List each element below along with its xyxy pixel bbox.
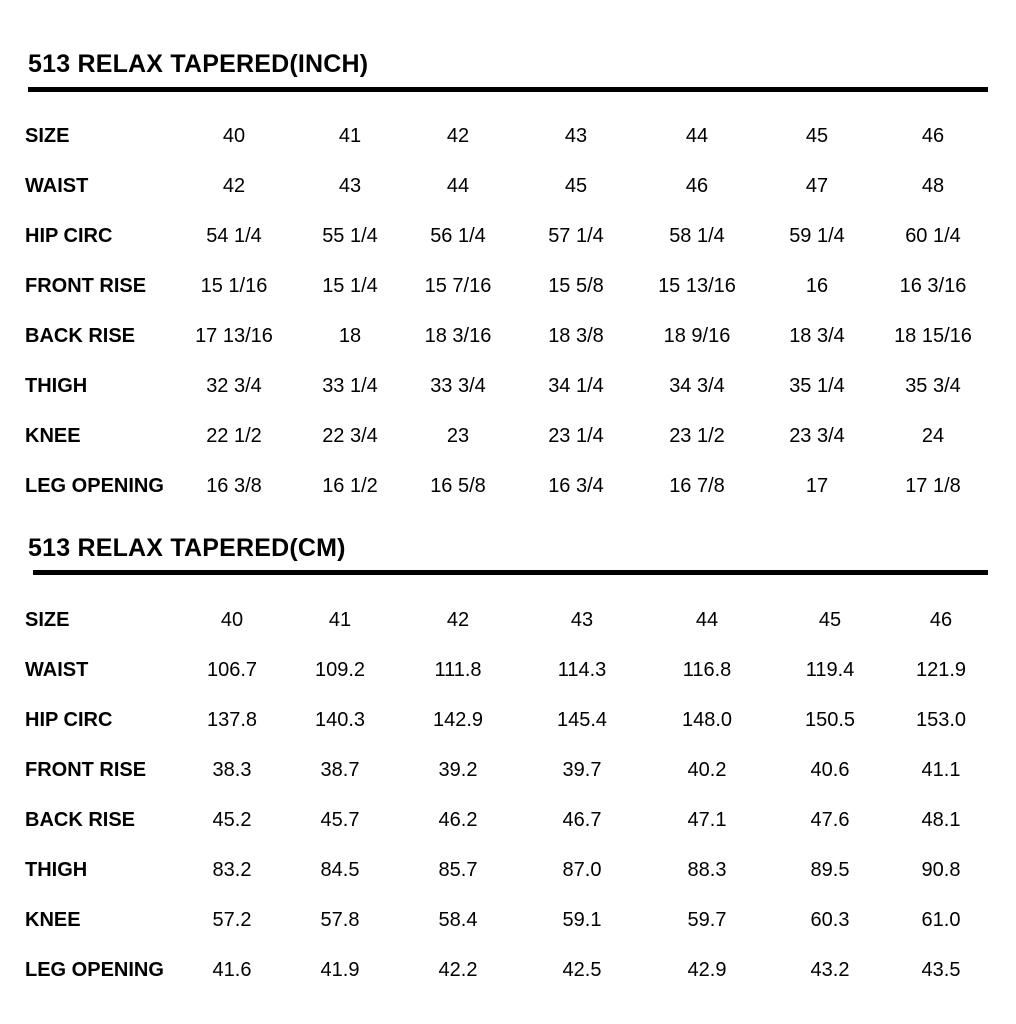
table-cell: 45 — [564, 175, 588, 197]
table-cell: 38.7 — [320, 759, 360, 781]
table-cell: 15 7/16 — [424, 275, 492, 297]
table-cell: 41 — [338, 125, 362, 147]
table-cell: 41.6 — [212, 959, 252, 981]
table-cell: 46 — [685, 175, 709, 197]
table-cell: 15 5/8 — [548, 275, 604, 297]
table-cell: 43 — [338, 175, 362, 197]
table-cell: 38.3 — [212, 759, 252, 781]
table-cell: 44 — [695, 609, 719, 631]
table-cell: 34 3/4 — [669, 375, 725, 397]
table-cell: 150.5 — [804, 709, 856, 731]
table-cell: 59.1 — [562, 909, 602, 931]
table-cell: 47.6 — [810, 809, 850, 831]
row-label: FRONT RISE — [25, 275, 147, 297]
table-cell: 45 — [818, 609, 842, 631]
table-row — [0, 805, 1016, 835]
table-cell: 42 — [222, 175, 246, 197]
table-row — [0, 655, 1016, 685]
table-cell: 84.5 — [320, 859, 360, 881]
table-cell: 43.5 — [921, 959, 961, 981]
table-cell: 16 5/8 — [430, 475, 486, 497]
table-cell: 48.1 — [921, 809, 961, 831]
table-cell: 148.0 — [681, 709, 733, 731]
table-cell: 42.2 — [438, 959, 478, 981]
row-label: WAIST — [25, 175, 89, 197]
table-row — [0, 905, 1016, 935]
table-cell: 57 1/4 — [548, 225, 604, 247]
table-cell: 60 1/4 — [905, 225, 961, 247]
table-cell: 15 1/16 — [200, 275, 268, 297]
table-cell: 153.0 — [915, 709, 967, 731]
table-cell: 40 — [222, 125, 246, 147]
row-label: HIP CIRC — [25, 225, 113, 247]
table-cell: 114.3 — [557, 659, 607, 681]
table-cell: 34 1/4 — [548, 375, 604, 397]
table-cell: 17 1/8 — [905, 475, 961, 497]
table-cell: 43 — [570, 609, 594, 631]
table-row — [0, 855, 1016, 885]
table-cell: 16 7/8 — [669, 475, 725, 497]
table-cell: 44 — [446, 175, 470, 197]
table-cell: 39.7 — [562, 759, 602, 781]
table-cell: 18 15/16 — [894, 325, 972, 347]
table-cell: 89.5 — [810, 859, 850, 881]
row-label: KNEE — [25, 425, 81, 447]
table-cell: 90.8 — [921, 859, 961, 881]
row-label: LEG OPENING — [25, 475, 164, 497]
table-cell: 43.2 — [810, 959, 850, 981]
table-row — [0, 705, 1016, 735]
table-cell: 57.2 — [212, 909, 252, 931]
table-cell: 59 1/4 — [789, 225, 845, 247]
table-cell: 46 — [921, 125, 945, 147]
table-cell: 35 1/4 — [789, 375, 845, 397]
table-cell: 16 3/4 — [548, 475, 604, 497]
table-cell: 43 — [564, 125, 588, 147]
table-cell: 145.4 — [556, 709, 608, 731]
table-cell: 45.2 — [212, 809, 252, 831]
table-cell: 60.3 — [810, 909, 850, 931]
table-cell: 16 — [805, 275, 829, 297]
row-label: HIP CIRC — [25, 709, 113, 731]
table-cell: 54 1/4 — [206, 225, 262, 247]
row-label: FRONT RISE — [25, 759, 147, 781]
table-cell: 56 1/4 — [430, 225, 486, 247]
row-label: WAIST — [25, 659, 89, 681]
table-cell: 41.1 — [921, 759, 961, 781]
table-cell: 23 — [446, 425, 470, 447]
table-cell: 40 — [220, 609, 244, 631]
table-cell: 22 3/4 — [322, 425, 378, 447]
table-cell: 111.8 — [434, 659, 482, 681]
table-cell: 42 — [446, 125, 470, 147]
section-title: 513 RELAX TAPERED(CM) — [28, 534, 346, 562]
table-cell: 23 1/4 — [548, 425, 604, 447]
table-cell: 18 3/4 — [789, 325, 845, 347]
row-label: SIZE — [25, 125, 70, 147]
table-cell: 42.9 — [687, 959, 727, 981]
table-cell: 22 1/2 — [206, 425, 262, 447]
table-cell: 87.0 — [562, 859, 602, 881]
table-cell: 58 1/4 — [669, 225, 725, 247]
table-row — [0, 955, 1016, 985]
table-cell: 58.4 — [438, 909, 478, 931]
table-cell: 47.1 — [687, 809, 727, 831]
row-label: SIZE — [25, 609, 70, 631]
table-cell: 140.3 — [314, 709, 366, 731]
table-cell: 16 3/16 — [899, 275, 967, 297]
table-cell: 18 — [338, 325, 362, 347]
table-cell: 35 3/4 — [905, 375, 961, 397]
table-cell: 44 — [685, 125, 709, 147]
row-label: THIGH — [25, 859, 88, 881]
table-cell: 45.7 — [320, 809, 360, 831]
table-cell: 24 — [921, 425, 945, 447]
table-cell: 42 — [446, 609, 470, 631]
table-cell: 61.0 — [921, 909, 961, 931]
section-title: 513 RELAX TAPERED(INCH) — [28, 50, 369, 78]
table-cell: 46.7 — [562, 809, 602, 831]
table-cell: 15 1/4 — [322, 275, 378, 297]
table-cell: 40.6 — [810, 759, 850, 781]
row-label: BACK RISE — [25, 325, 136, 347]
table-cell: 121.9 — [915, 659, 967, 681]
table-cell: 116.8 — [682, 659, 732, 681]
table-cell: 45 — [805, 125, 829, 147]
table-cell: 32 3/4 — [206, 375, 262, 397]
table-cell: 47 — [805, 175, 829, 197]
table-cell: 48 — [921, 175, 945, 197]
table-cell: 109.2 — [314, 659, 366, 681]
table-cell: 85.7 — [438, 859, 478, 881]
row-label: KNEE — [25, 909, 81, 931]
table-cell: 39.2 — [438, 759, 478, 781]
table-cell: 59.7 — [687, 909, 727, 931]
table-cell: 41.9 — [320, 959, 360, 981]
table-cell: 106.7 — [206, 659, 258, 681]
table-cell: 41 — [328, 609, 352, 631]
table-cell: 33 1/4 — [322, 375, 378, 397]
table-cell: 15 13/16 — [658, 275, 736, 297]
table-cell: 119.4 — [805, 659, 855, 681]
table-cell: 16 3/8 — [206, 475, 262, 497]
table-cell: 46.2 — [438, 809, 478, 831]
table-cell: 40.2 — [687, 759, 727, 781]
row-label: BACK RISE — [25, 809, 136, 831]
table-cell: 23 1/2 — [669, 425, 725, 447]
section-divider — [33, 570, 988, 575]
table-cell: 55 1/4 — [322, 225, 378, 247]
table-cell: 142.9 — [432, 709, 484, 731]
table-cell: 16 1/2 — [322, 475, 378, 497]
table-cell: 17 13/16 — [195, 325, 273, 347]
table-cell: 18 3/16 — [424, 325, 492, 347]
table-cell: 46 — [929, 609, 953, 631]
table-row — [0, 605, 1016, 635]
table-cell: 23 3/4 — [789, 425, 845, 447]
table-cell: 83.2 — [212, 859, 252, 881]
table-cell: 18 3/8 — [548, 325, 604, 347]
table-cell: 18 9/16 — [663, 325, 731, 347]
table-row — [0, 755, 1016, 785]
table-cell: 57.8 — [320, 909, 360, 931]
table-cell: 42.5 — [562, 959, 602, 981]
row-label: THIGH — [25, 375, 88, 397]
row-label: LEG OPENING — [25, 959, 164, 981]
table-cell: 33 3/4 — [430, 375, 486, 397]
table-cell: 88.3 — [687, 859, 727, 881]
table-cell: 17 — [805, 475, 829, 497]
table-cell: 137.8 — [206, 709, 258, 731]
